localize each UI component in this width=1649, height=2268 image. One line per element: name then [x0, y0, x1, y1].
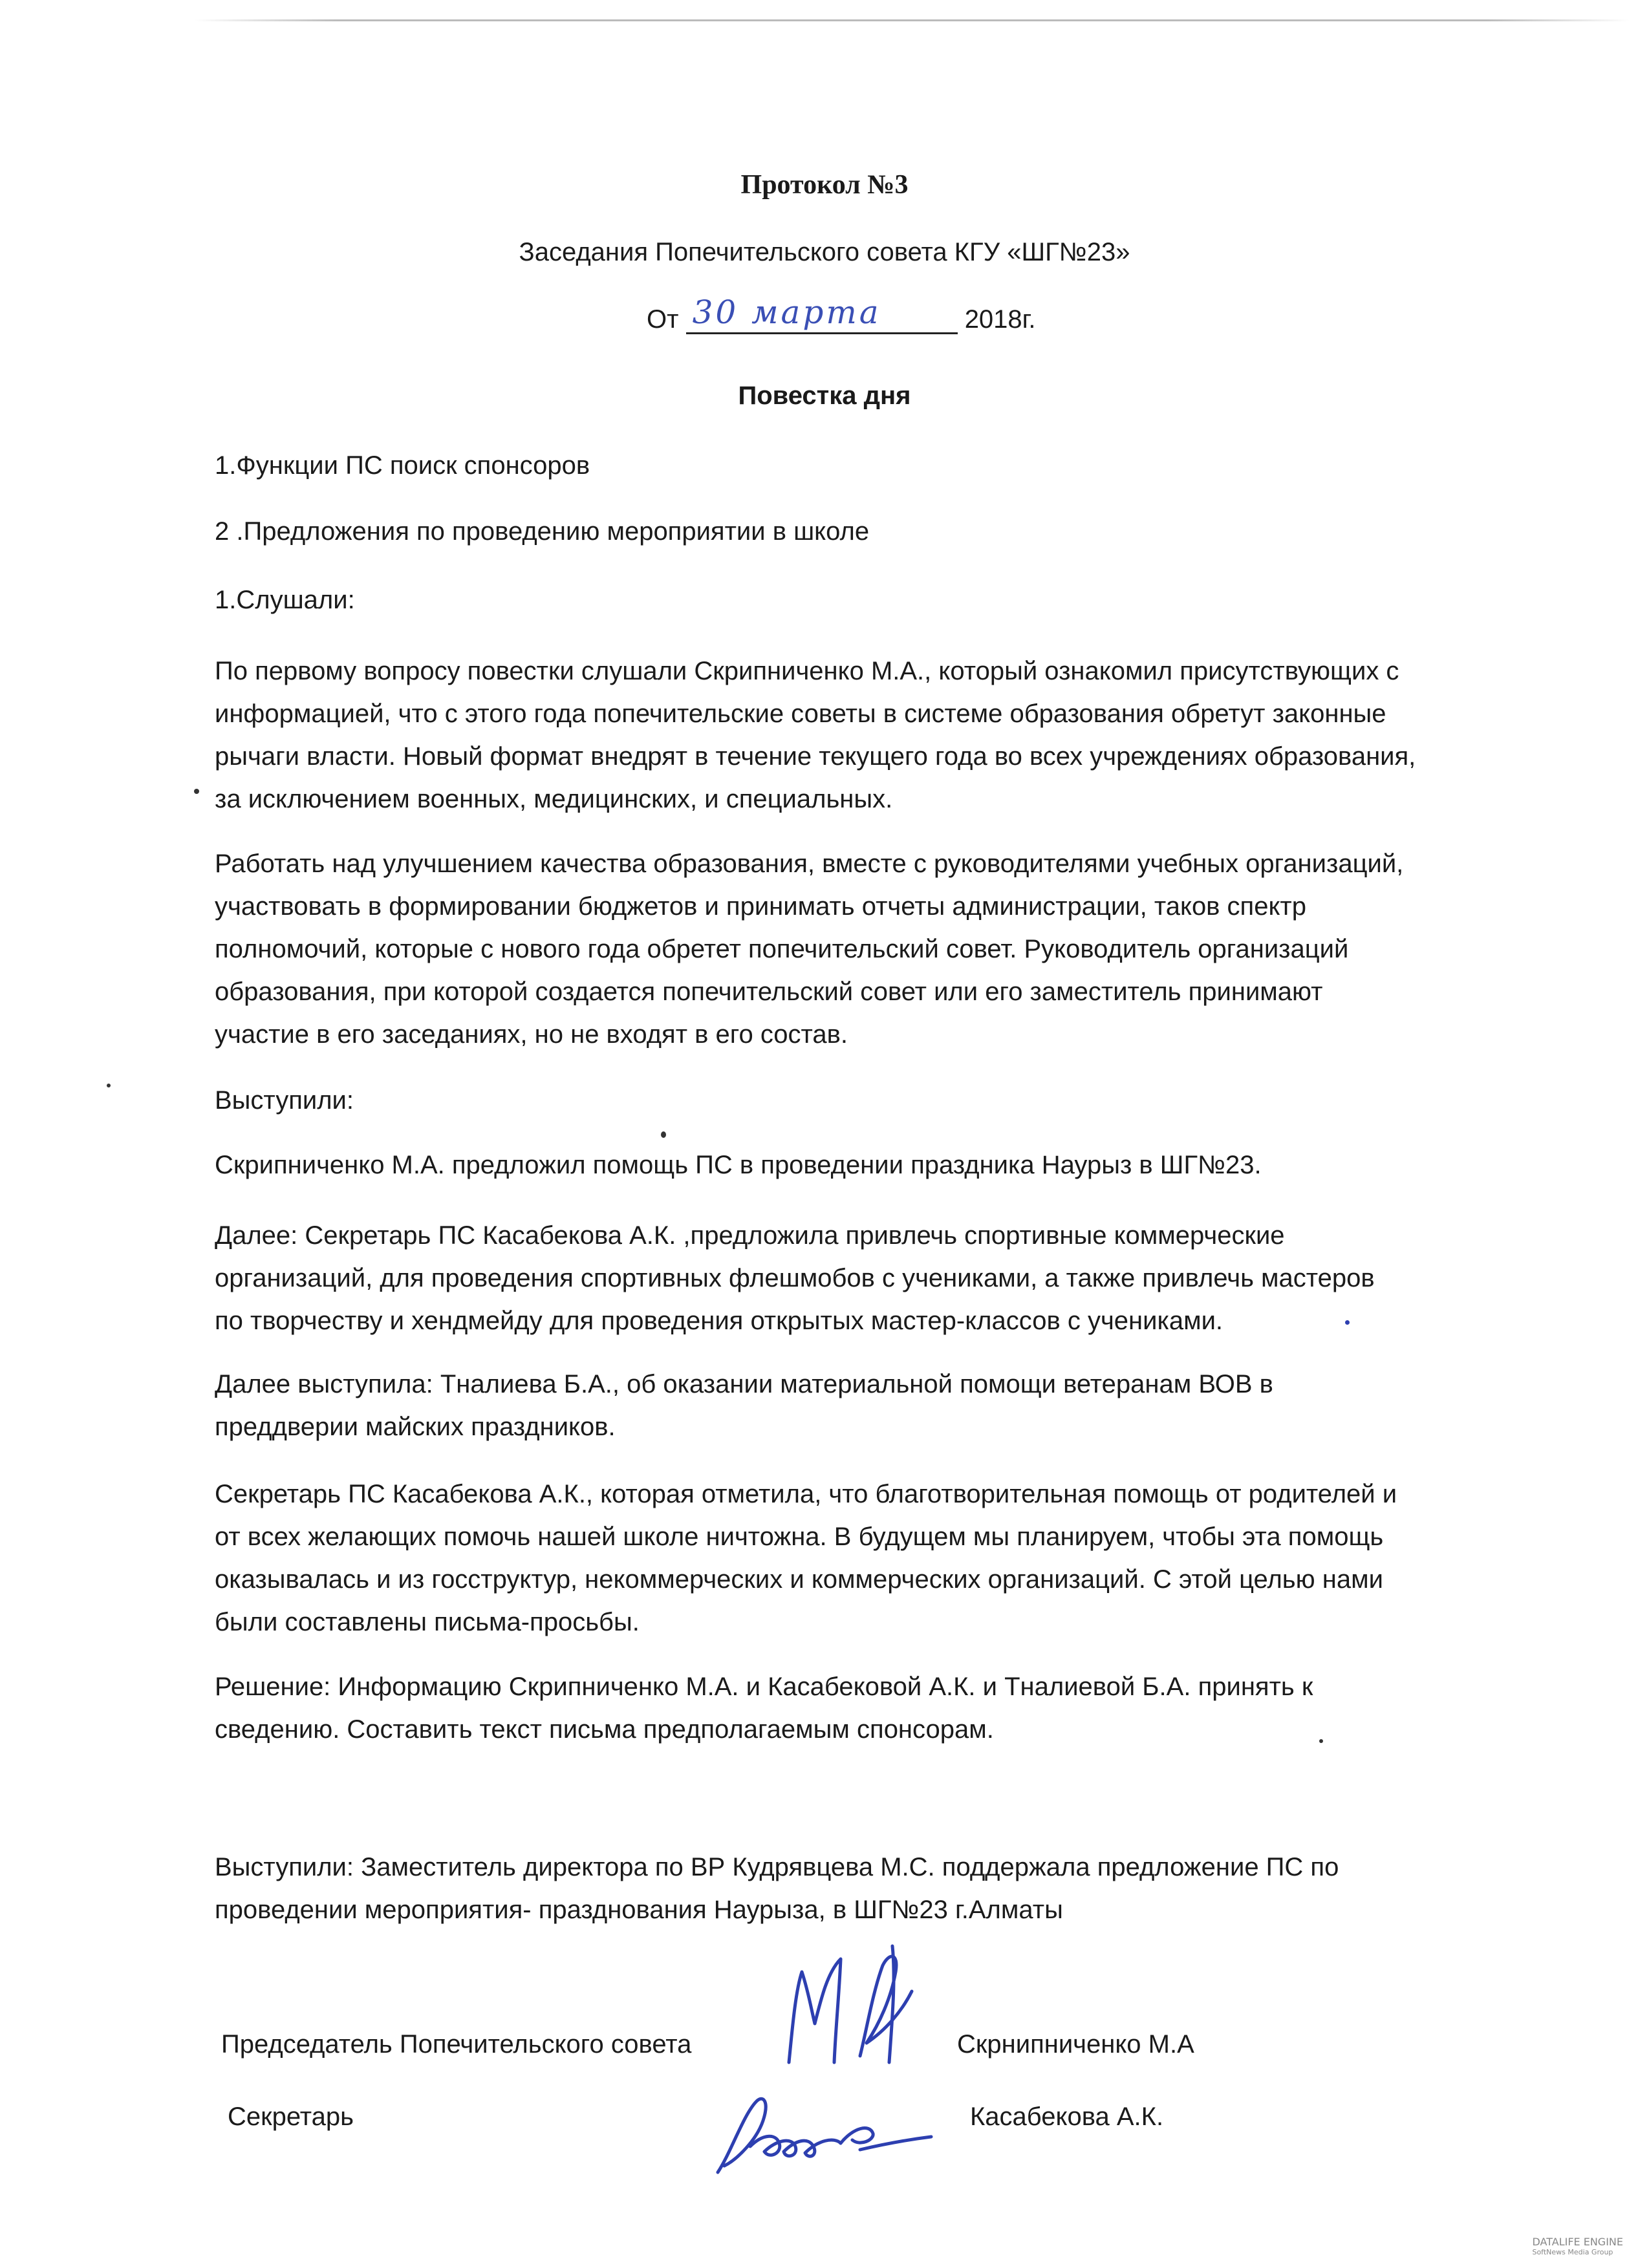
secretary-label: Секретарь: [228, 2102, 354, 2131]
paragraph-8: [215, 1846, 1508, 1931]
paragraph-line: информацией, что с этого года попечительские советы в системе образования обретут законные: [215, 700, 1386, 728]
paragraph-line: образования, при которой создается попечительский совет или его заместитель принимают: [215, 978, 1323, 1006]
date-line: [647, 294, 1036, 334]
chair-signature: [763, 1933, 931, 2082]
paragraph-line: оказывалась и из госструктур, некоммерческих и коммерческих организаций. С этой целью нами: [215, 1565, 1383, 1594]
paragraph-line: от всех желающих помочь нашей школе ничтожна. В будущем мы планируем, чтобы эта помощь: [215, 1523, 1384, 1551]
paragraph-line: сведению. Составить текст письма предполагаемым спонсорам.: [215, 1715, 994, 1744]
scan-speck: [1319, 1739, 1323, 1743]
chair-label: Председатель Попечительского совета: [221, 2030, 692, 2059]
paragraph-line: участвовать в формировании бюджетов и принимать отчеты администрации, таков спектр: [215, 892, 1306, 921]
paragraph-line: полномочий, которые с нового года обретет попечительский совет. Руководитель организаций: [215, 935, 1349, 963]
paragraph-line: По первому вопросу повестки слушали Скрипниченко М.А., который ознакомил присутствующих с: [215, 657, 1399, 685]
document-subtitle: Заседания Попечительского совета КГУ «ШГ№23»: [519, 238, 1130, 266]
spoke-label: Выступили:: [215, 1086, 354, 1115]
paragraph-line: за исключением военных, медицинских, и специальных.: [215, 785, 893, 813]
date-suffix: 2018г.: [964, 305, 1036, 334]
scan-speck: [1345, 1320, 1350, 1325]
scan-speck: [661, 1131, 666, 1138]
paragraph-line: участие в его заседаниях, но не входят в его состав.: [215, 1020, 848, 1049]
date-blank: [686, 294, 958, 334]
secretary-name: Касабекова А.К.: [970, 2102, 1164, 2131]
heard-label: 1.Слушали:: [215, 586, 355, 614]
agenda-title: Повестка дня: [738, 381, 911, 410]
paragraph-2: [215, 842, 1508, 1056]
agenda-item-1: 1.Функции ПС поиск спонсоров: [215, 451, 590, 480]
paragraph-line: по творчеству и хендмейду для проведения открытых мастер-классов с учениками.: [215, 1307, 1223, 1335]
paragraph-line: Работать над улучшением качества образования, вместе с руководителями учебных организаций,: [215, 850, 1404, 878]
paragraph-line: Решение: Информацию Скрипниченко М.А. и Касабековой А.К. и Тналиевой Б.А. принять к: [215, 1673, 1313, 1701]
paragraph-line: Далее: Секретарь ПС Касабекова А.К. ,предложила привлечь спортивные коммерческие: [215, 1221, 1285, 1250]
secretary-signature: [705, 2075, 938, 2192]
paragraph-line: преддверии майских праздников.: [215, 1413, 616, 1441]
date-prefix: От: [647, 305, 679, 334]
scan-top-edge: [194, 19, 1630, 21]
paragraph-line: рычаги власти. Новый формат внедрят в течение текущего года во всех учреждениях образования,: [215, 742, 1416, 771]
paragraph-5: [215, 1363, 1508, 1448]
paragraph-line: проведении мероприятия- празднования Наурыза, в ШГ№23 г.Алматы: [215, 1896, 1063, 1924]
paragraph-3: Скрипниченко М.А. предложил помощь ПС в проведении праздника Наурыз в ШГ№23.: [215, 1151, 1262, 1179]
paragraph-line: Далее выступила: Тналиева Б.А., об оказании материальной помощи ветеранам ВОВ в: [215, 1370, 1273, 1398]
paragraph-4: [215, 1214, 1508, 1342]
watermark-sub: SoftNews Media Group: [1532, 2248, 1613, 2256]
chair-name: Скрнипниченко М.А: [957, 2030, 1194, 2059]
paragraph-line: Выступили: Заместитель директора по ВР Кудрявцева М.С. поддержала предложение ПС по: [215, 1853, 1339, 1881]
agenda-item-2: 2 .Предложения по проведению мероприятии в школе: [215, 517, 870, 546]
paragraph-line: Секретарь ПС Касабекова А.К., которая отметила, что благотворительная помощь от родителей и: [215, 1480, 1397, 1508]
scan-speck: [194, 789, 199, 794]
paragraph-line: были составлены письма-просьбы.: [215, 1608, 640, 1636]
date-handwritten: 30 марта: [692, 294, 881, 331]
scan-speck: [107, 1084, 111, 1087]
document-title: Протокол №3: [740, 170, 909, 200]
paragraph-7: [215, 1665, 1508, 1751]
paragraph-line: организаций, для проведения спортивных флешмобов с учениками, а также привлечь мастеров: [215, 1264, 1375, 1292]
watermark-logo: [1532, 2236, 1623, 2256]
paragraph-6: [215, 1473, 1508, 1643]
paragraph-1: [215, 650, 1508, 820]
watermark-main: DATALIFE ENGINE: [1532, 2236, 1623, 2248]
